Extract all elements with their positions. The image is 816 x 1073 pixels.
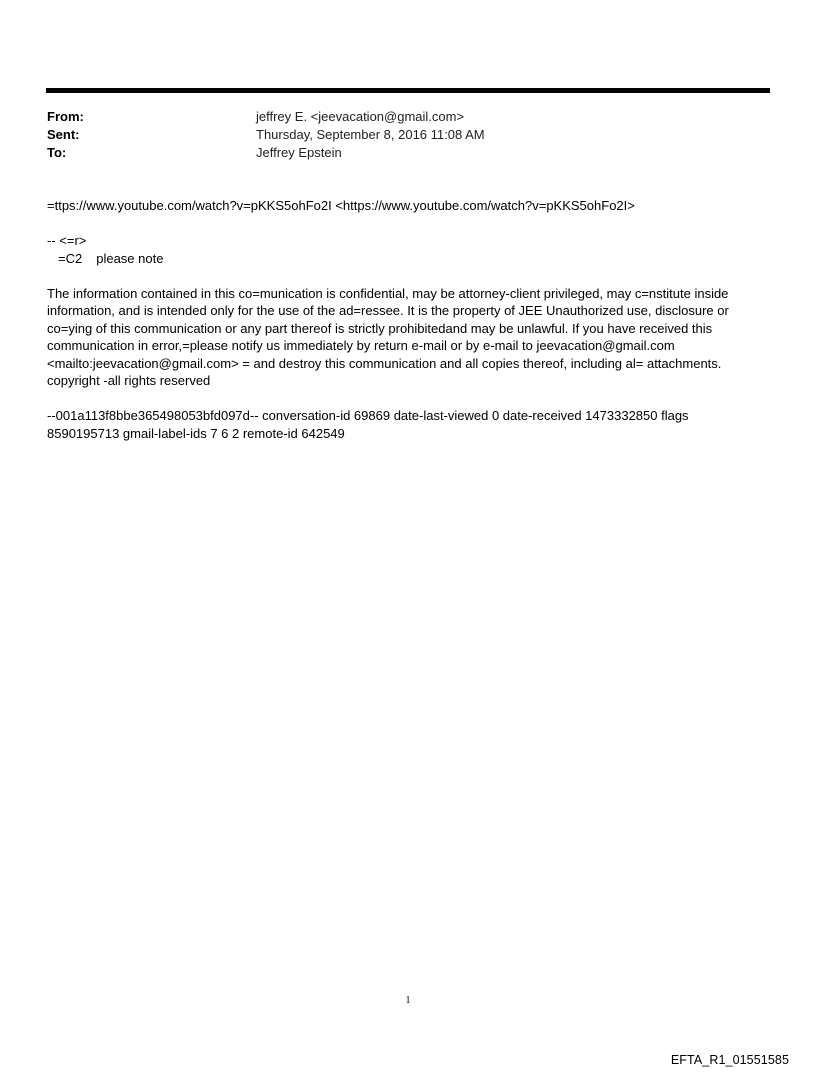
from-row — [47, 108, 767, 126]
to-label: To: — [47, 145, 67, 160]
confidentiality-disclaimer — [47, 285, 777, 390]
document-id: EFTA_R1_01551585 — [670, 1053, 789, 1067]
sent-row — [47, 126, 767, 144]
from-label: From: — [47, 109, 84, 124]
signature-code: =C2 — [58, 250, 83, 266]
signature-block — [47, 232, 777, 267]
sent-label: Sent: — [47, 127, 80, 142]
to-row — [47, 144, 767, 162]
disclaimer-line: communication in error,=please notify us immediately by return e-mail or by e-mail to jeevacation@gmail.com — [47, 338, 675, 353]
disclaimer-line: copyright -all rights reserved — [47, 373, 211, 388]
disclaimer-line: <mailto:jeevacation@gmail.com> = and destroy this communication and all copies thereof, including al= attachments. — [47, 355, 722, 371]
sent-value: Thursday, September 8, 2016 11:08 AM — [256, 127, 485, 142]
signature-line: -- <=r> — [47, 233, 87, 248]
metadata-line: --001a113f8bbe365498053bfd097d-- conversation-id 69869 date-last-viewed 0 date-received 1473332850 flags — [47, 408, 689, 423]
disclaimer-line: information, and is intended only for the use of the ad=ressee. It is the property of JEE Unauthorized use, disclosure or — [47, 303, 729, 318]
message-metadata — [47, 407, 777, 442]
from-value: jeffrey E. <jeevacation@gmail.com> — [256, 109, 465, 124]
disclaimer-line: The information contained in this co=munication is confidential, may be attorney-client privileged, may c=nstitute inside — [47, 285, 729, 301]
youtube-link-line: =ttps://www.youtube.com/watch?v=pKKS5ohFo2I <https://www.youtube.com/watch?v=pKKS5ohFo2I> — [47, 198, 635, 213]
page-number: 1 — [405, 995, 411, 1006]
email-body — [47, 197, 777, 460]
signature-note-line — [47, 250, 777, 268]
metadata-line: 8590195713 gmail-label-ids 7 6 2 remote-id 642549 — [47, 425, 345, 441]
to-value: Jeffrey Epstein — [256, 145, 342, 160]
header-divider — [46, 88, 770, 93]
email-header — [47, 108, 767, 162]
disclaimer-line: co=ying of this communication or any part thereof is strictly prohibitedand may be unlawful. If you have received this — [47, 320, 713, 336]
signature-note: please note — [96, 250, 164, 266]
